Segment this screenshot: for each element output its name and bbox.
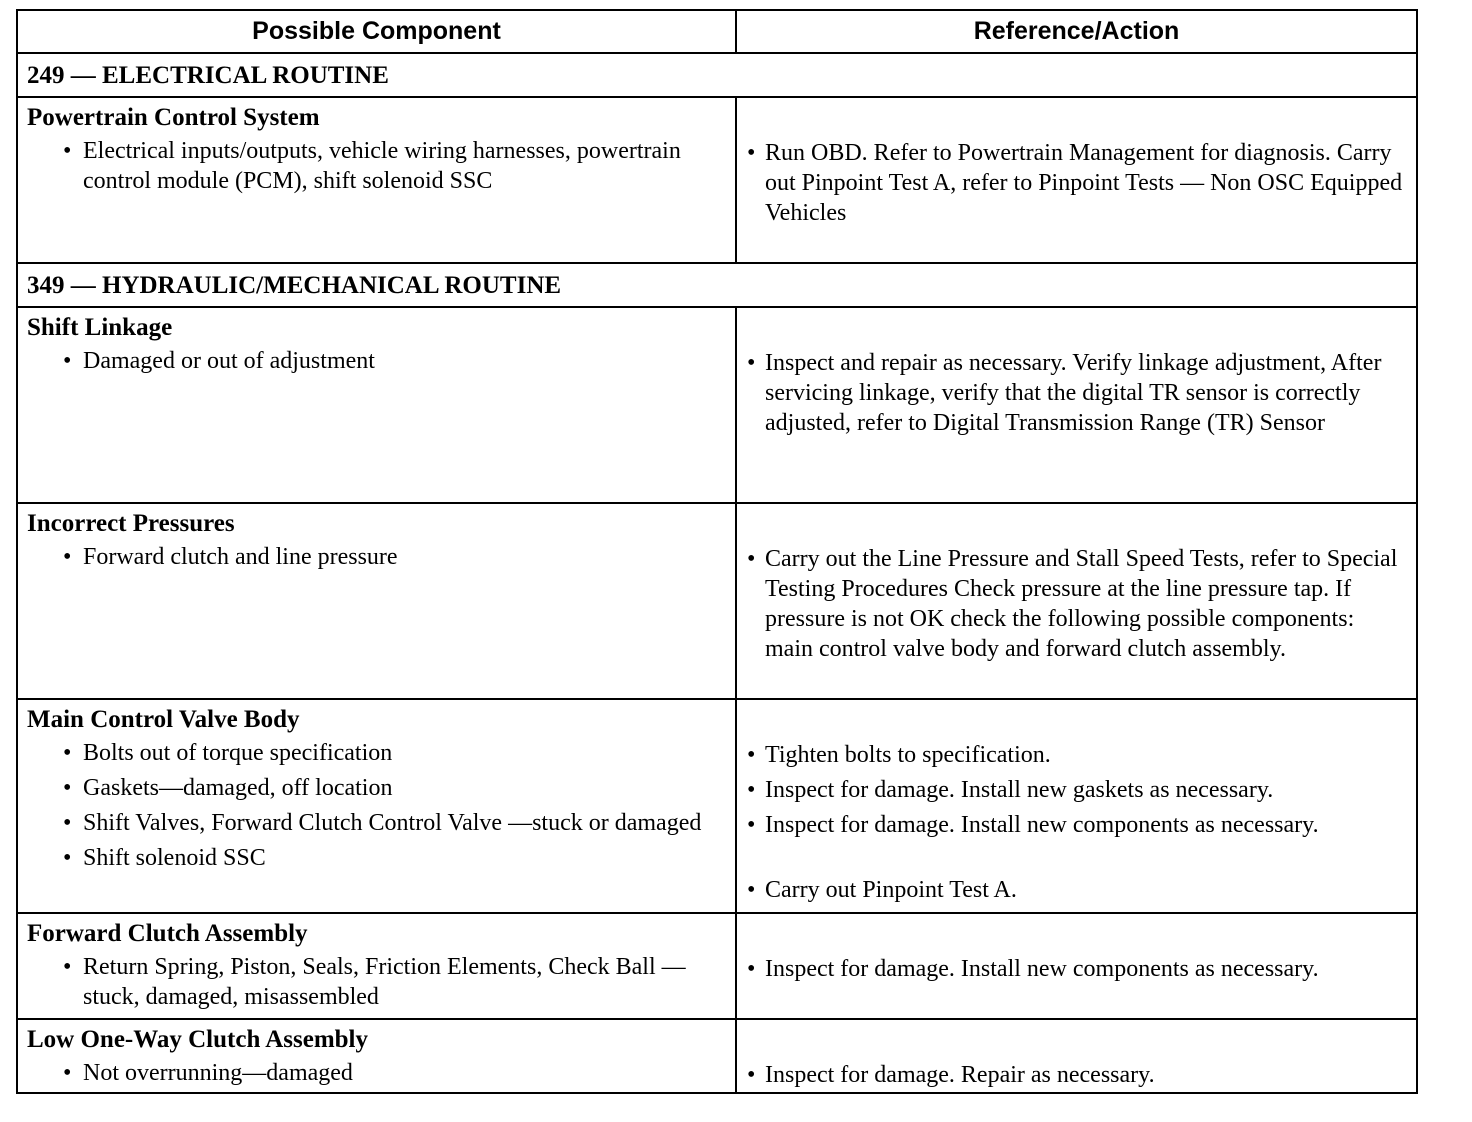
cause-item [63,843,727,873]
cause-text: Electrical inputs/outputs, vehicle wiring harnesses, powertrain control module (PCM), shift solenoid SSC [83,138,681,194]
bullet-icon: • [63,1060,72,1086]
cause-item [63,346,727,376]
action-item [747,875,1408,905]
component-title: Forward Clutch Assembly [27,920,308,947]
cause-text: Not overrunning—damaged [83,1060,353,1086]
action-cell [737,308,1416,502]
table-row [18,912,1416,1018]
cause-text: Shift Valves, Forward Clutch Control Valve —stuck or damaged [83,810,702,836]
component-cell [18,308,737,502]
cause-item [63,773,727,803]
action-text: Run OBD. Refer to Powertrain Management for diagnosis. Carry out Pinpoint Test A, refer to Pinpoint Tests — Non OSC Equipped Vehicles [765,140,1403,226]
bullet-icon: • [63,810,72,836]
bullet-icon: • [747,350,756,376]
action-item [747,954,1408,984]
section-row-hydraulic [18,262,1416,306]
table-row [18,306,1416,502]
action-text: Inspect for damage. Install new gaskets as necessary. [765,777,1274,803]
cause-text: Shift solenoid SSC [83,845,266,871]
action-item [747,138,1408,228]
cause-text: Gaskets—damaged, off location [83,775,393,801]
bullet-icon: • [747,546,756,572]
action-item [747,740,1408,770]
table-row [18,698,1416,912]
bullet-icon: • [747,742,756,768]
action-item [747,775,1408,805]
component-title: Main Control Valve Body [27,706,300,733]
bullet-icon: • [63,348,72,374]
action-cell [737,914,1416,1018]
action-text: Tighten bolts to specification. [765,742,1051,768]
table-row [18,96,1416,262]
action-text: Inspect and repair as necessary. Verify linkage adjustment, After servicing linkage, verify that the digital TR sensor is correctly adjusted, refer to Digital Transmission Range (TR) Sensor [765,350,1382,436]
table-header-row [18,11,1416,52]
action-item [747,1060,1408,1090]
bullet-icon: • [63,775,72,801]
bullet-icon: • [747,956,756,982]
diagnosis-table [16,9,1418,1094]
cause-text: Bolts out of torque specification [83,740,393,766]
component-title: Low One-Way Clutch Assembly [27,1026,369,1053]
action-item [747,810,1408,840]
bullet-icon: • [63,138,72,164]
bullet-icon: • [747,877,756,903]
component-cell [18,98,737,262]
component-cell [18,914,737,1018]
action-cell [737,504,1416,698]
cause-item [63,542,727,572]
bullet-icon: • [63,544,72,570]
section-title: 249 — ELECTRICAL ROUTINE [27,62,389,89]
section-row-electrical [18,52,1416,96]
cause-item [63,136,727,196]
action-item [747,348,1408,438]
action-text: Inspect for damage. Install new components as necessary. [765,812,1319,838]
cause-text: Damaged or out of adjustment [83,348,375,374]
component-cell [18,700,737,912]
cause-item [63,1058,727,1088]
bullet-icon: • [63,845,72,871]
bullet-icon: • [63,740,72,766]
table-row [18,1018,1416,1092]
bullet-icon: • [747,1062,756,1088]
component-title: Incorrect Pressures [27,510,235,537]
action-text: Carry out the Line Pressure and Stall Speed Tests, refer to Special Testing Procedures Check pressure at the line pressure tap. If pressure is not OK check the following possible components: main control valve body and forward clutch assembly. [765,546,1398,662]
component-title: Shift Linkage [27,314,173,341]
cause-text: Return Spring, Piston, Seals, Friction Elements, Check Ball —stuck, damaged, misassembled [83,954,686,1010]
cause-item [63,738,727,768]
component-cell [18,504,737,698]
action-cell [737,98,1416,262]
action-text: Inspect for damage. Repair as necessary. [765,1062,1155,1088]
cause-item [63,808,727,838]
action-item [747,544,1408,664]
bullet-icon: • [747,777,756,803]
cause-text: Forward clutch and line pressure [83,544,398,570]
action-cell [737,1020,1416,1092]
action-cell [737,700,1416,912]
bullet-icon: • [747,140,756,166]
action-text: Inspect for damage. Install new components as necessary. [765,956,1319,982]
header-reference-action: Reference/Action [973,17,1180,45]
section-title: 349 — HYDRAULIC/MECHANICAL ROUTINE [27,272,562,299]
action-text: Carry out Pinpoint Test A. [765,877,1017,903]
cause-item [63,952,727,1012]
header-possible-component: Possible Component [18,11,737,52]
component-cell [18,1020,737,1092]
table-row [18,502,1416,698]
component-title: Powertrain Control System [27,104,320,131]
bullet-icon: • [747,812,756,838]
bullet-icon: • [63,954,72,980]
